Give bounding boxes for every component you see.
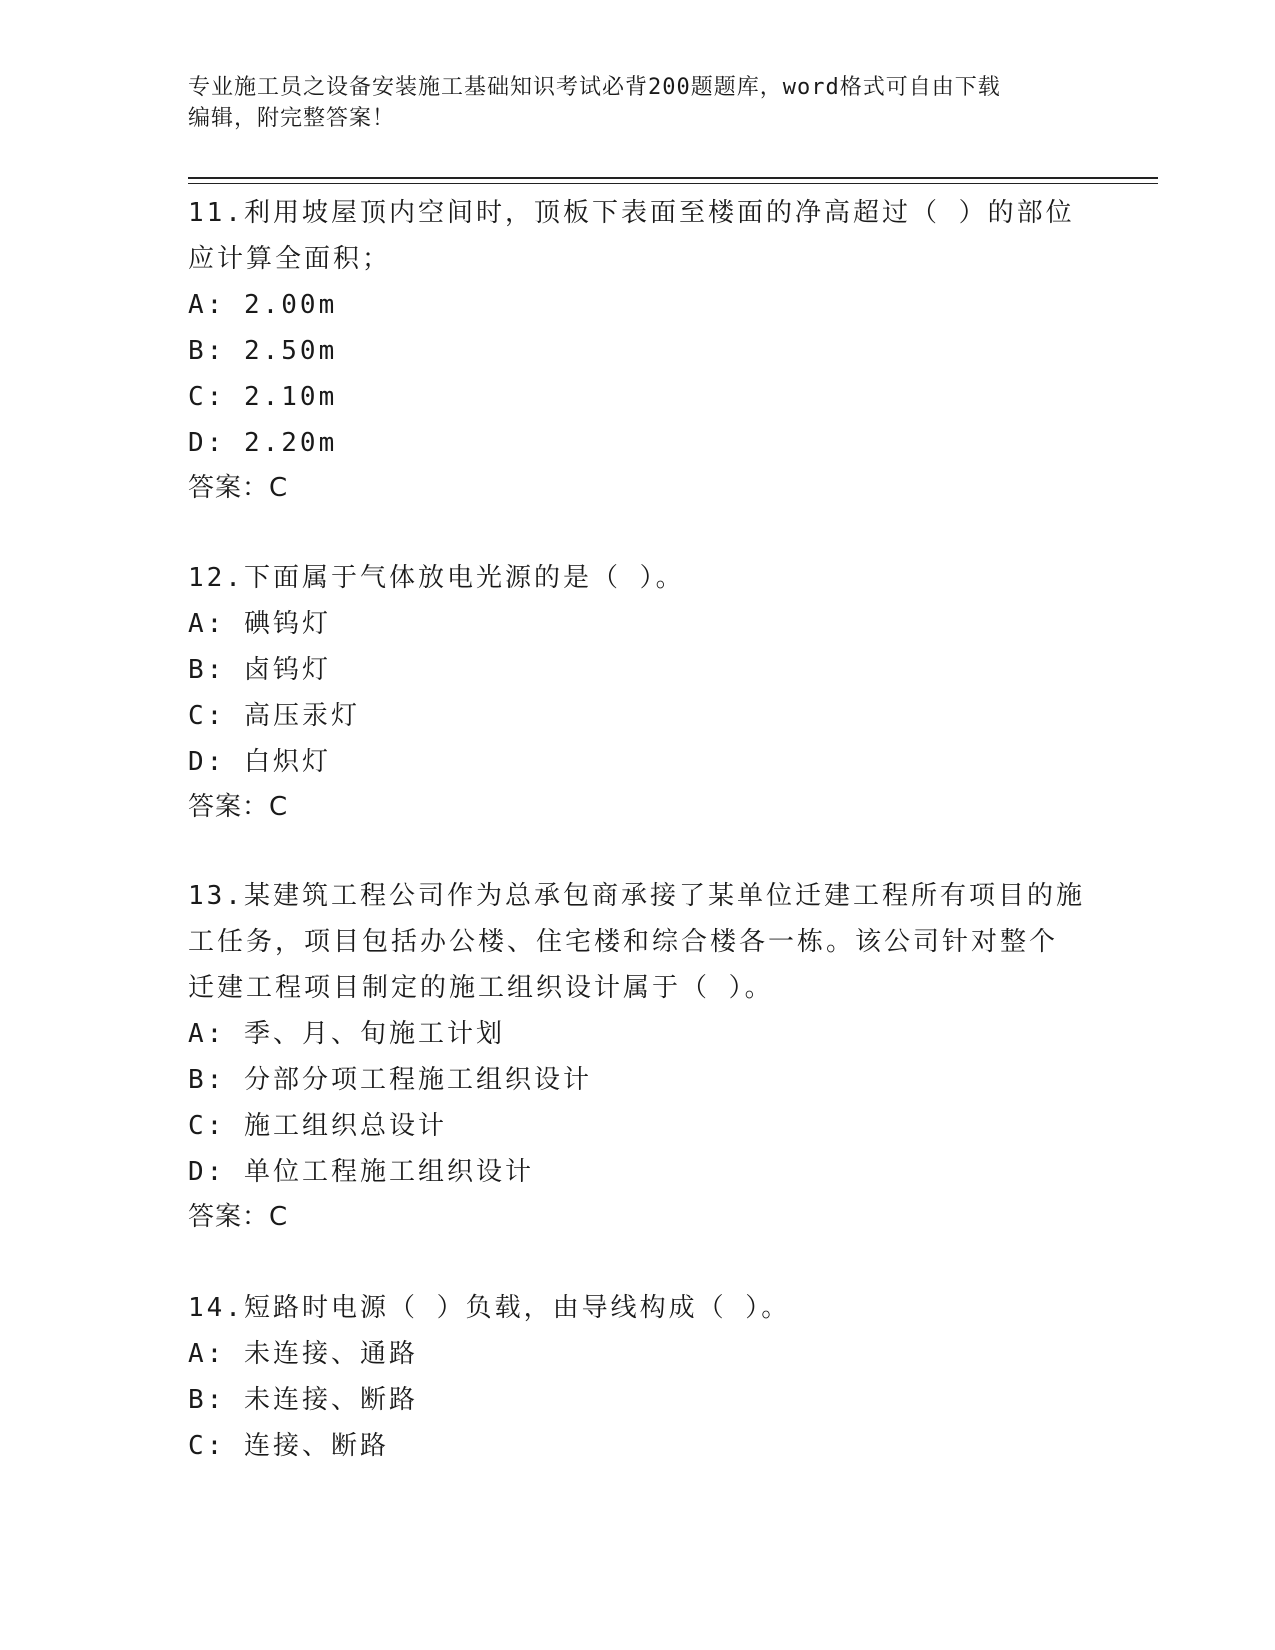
option-a: A: 碘钨灯 bbox=[188, 609, 331, 639]
answer-line: 答案：C bbox=[188, 473, 289, 503]
header-line-2: 编辑，附完整答案！ bbox=[188, 106, 396, 131]
question-13 bbox=[188, 873, 1088, 1239]
option-a: A: 2.00m bbox=[188, 290, 338, 320]
question-stem-line: 工任务，项目包括办公楼、住宅楼和综合楼各一栋。该公司针对整个 bbox=[188, 927, 1059, 957]
question-11 bbox=[188, 190, 1088, 510]
option-c: C: 施工组织总设计 bbox=[188, 1111, 447, 1141]
header-divider-thin bbox=[188, 183, 1158, 184]
option-c: C: 2.10m bbox=[188, 382, 338, 412]
option-a: A: 未连接、通路 bbox=[188, 1339, 418, 1369]
question-12 bbox=[188, 555, 1088, 829]
option-d: D: 单位工程施工组织设计 bbox=[188, 1157, 534, 1187]
answer-line: 答案：C bbox=[188, 792, 289, 822]
option-d: D: 白炽灯 bbox=[188, 747, 331, 777]
question-stem-line: 应计算全面积； bbox=[188, 244, 392, 274]
option-b: B: 未连接、断路 bbox=[188, 1385, 418, 1415]
option-c: C: 连接、断路 bbox=[188, 1431, 389, 1461]
option-b: B: 分部分项工程施工组织设计 bbox=[188, 1065, 592, 1095]
question-14 bbox=[188, 1285, 1088, 1469]
question-stem-line: 12.下面属于气体放电光源的是（ ）。 bbox=[188, 563, 685, 593]
header-line-1: 专业施工员之设备安装施工基础知识考试必背200题题库，word格式可自由下载 bbox=[188, 75, 1001, 100]
question-stem-line: 11.利用坡屋顶内空间时，顶板下表面至楼面的净高超过（ ）的部位 bbox=[188, 198, 1075, 228]
option-b: B: 2.50m bbox=[188, 336, 338, 366]
option-b: B: 卤钨灯 bbox=[188, 655, 331, 685]
question-stem-line: 迁建工程项目制定的施工组织设计属于（ ）。 bbox=[188, 973, 774, 1003]
option-a: A: 季、月、旬施工计划 bbox=[188, 1019, 505, 1049]
document-header bbox=[188, 72, 1088, 134]
option-c: C: 高压汞灯 bbox=[188, 701, 360, 731]
answer-line: 答案：C bbox=[188, 1202, 289, 1232]
question-stem-line: 13.某建筑工程公司作为总承包商承接了某单位迁建工程所有项目的施 bbox=[188, 881, 1085, 911]
header-divider-thick bbox=[188, 177, 1158, 179]
option-d: D: 2.20m bbox=[188, 428, 338, 458]
question-stem-line: 14.短路时电源（ ）负载，由导线构成（ ）。 bbox=[188, 1293, 791, 1323]
